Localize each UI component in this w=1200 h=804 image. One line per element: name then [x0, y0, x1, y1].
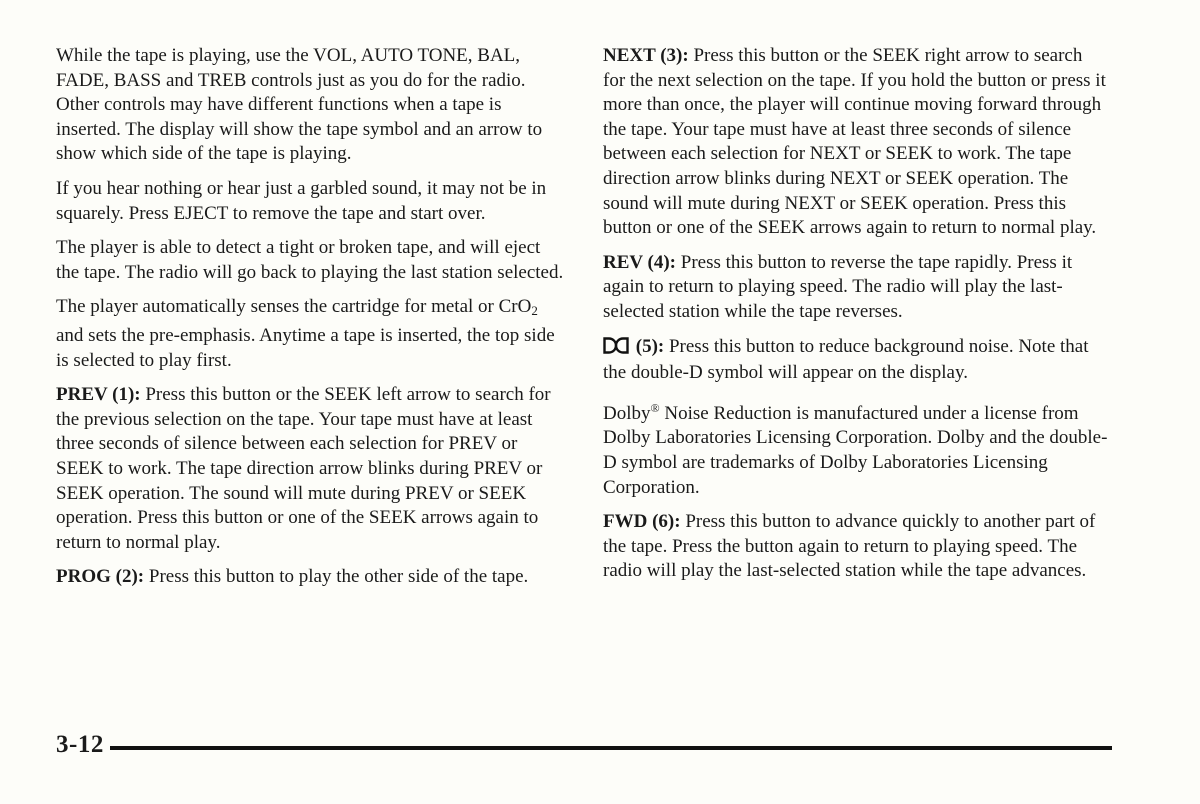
right-column — [603, 44, 1109, 594]
dolby-button-paragraph — [603, 335, 1109, 386]
next-term: NEXT (3): — [603, 45, 689, 66]
rev-term: REV (4): — [603, 251, 677, 273]
cro2-subscript: 2 — [531, 303, 538, 319]
prev-term: PREV (1): — [56, 384, 141, 406]
prog-paragraph — [56, 565, 564, 590]
rev-paragraph — [603, 251, 1109, 325]
dolby-license-text: Noise Reduction is manufactured under a license from Dolby Laboratories Licensing Corporation. Dolby and the double-D symbol are trademarks of Dolby Laboratories Licensing Corporation. — [603, 402, 1108, 498]
garbled-sound-paragraph: If you hear nothing or hear just a garbled sound, it may not be in squarely. Press EJECT to remove the tape and start over. — [56, 177, 547, 224]
cartridge-text-b: and sets the pre-emphasis. Anytime a tape is inserted, the top side is selected to play first. — [56, 324, 555, 371]
double-d-icon — [603, 337, 629, 362]
footer-rule — [110, 746, 1112, 750]
prog-term: PROG (2): — [56, 566, 145, 588]
next-description: Press this button or the SEEK right arrow to search for the next selection on the tape. If you hold the button or press it more than once, the player will continue moving forward through the tape. Your tape must have at least three seconds of silence between each selection for NEXT or SEEK to work. The tape direction arrow blinks during NEXT or SEEK operation. The sound will mute during NEXT or SEEK operation. Press this button or one of the SEEK arrows again to return to normal play. — [603, 45, 1106, 239]
dolby-word: Dolby — [603, 402, 651, 424]
prev-paragraph — [56, 383, 564, 555]
cartridge-text-a: The player automatically senses the cartridge for metal or CrO — [56, 296, 532, 318]
cartridge-sensing-paragraph — [56, 295, 564, 373]
dolby-license-paragraph — [603, 396, 1109, 500]
fwd-term: FWD (6): — [603, 511, 681, 533]
page-number: 3-12 — [56, 731, 104, 758]
registered-mark: ® — [650, 400, 660, 415]
left-column — [56, 44, 564, 600]
broken-tape-paragraph: The player is able to detect a tight or broken tape, and will eject the tape. The radio will go back to playing the last station selected. — [56, 237, 564, 283]
next-paragraph — [603, 44, 1109, 241]
fwd-paragraph — [603, 510, 1109, 584]
prev-description: Press this button or the SEEK left arrow to search for the previous selection on the tape. Your tape must have at least three seconds of silence between each selection for PREV or SEEK to work. The tape direction arrow blinks during PREV or SEEK operation. The sound will mute during PREV or SEEK operation. Press this button or one of the SEEK arrows again to return to normal play. — [56, 384, 551, 553]
dolby-term: (5): — [631, 335, 665, 357]
fwd-description: Press this button to advance quickly to another part of the tape. Press the button again to return to playing speed. The radio will play the last-selected station while the tape advances. — [603, 511, 1096, 582]
dolby-button-description: Press this button to reduce background noise. Note that the double-D symbol will appear on the display. — [603, 335, 1089, 384]
page-footer — [56, 728, 1112, 762]
tape-controls-paragraph: While the tape is playing, use the VOL, AUTO TONE, BAL, FADE, BASS and TREB controls just as you do for the radio. Other controls may have different functions when a tape is inserted. The display will show the tape symbol and an arrow to show which side of the tape is playing. — [56, 45, 543, 165]
rev-description: Press this button to reverse the tape rapidly. Press it again to return to playing speed. The radio will play the last-selected station while the tape reverses. — [603, 251, 1073, 322]
prog-description: Press this button to play the other side of the tape. — [144, 566, 529, 588]
